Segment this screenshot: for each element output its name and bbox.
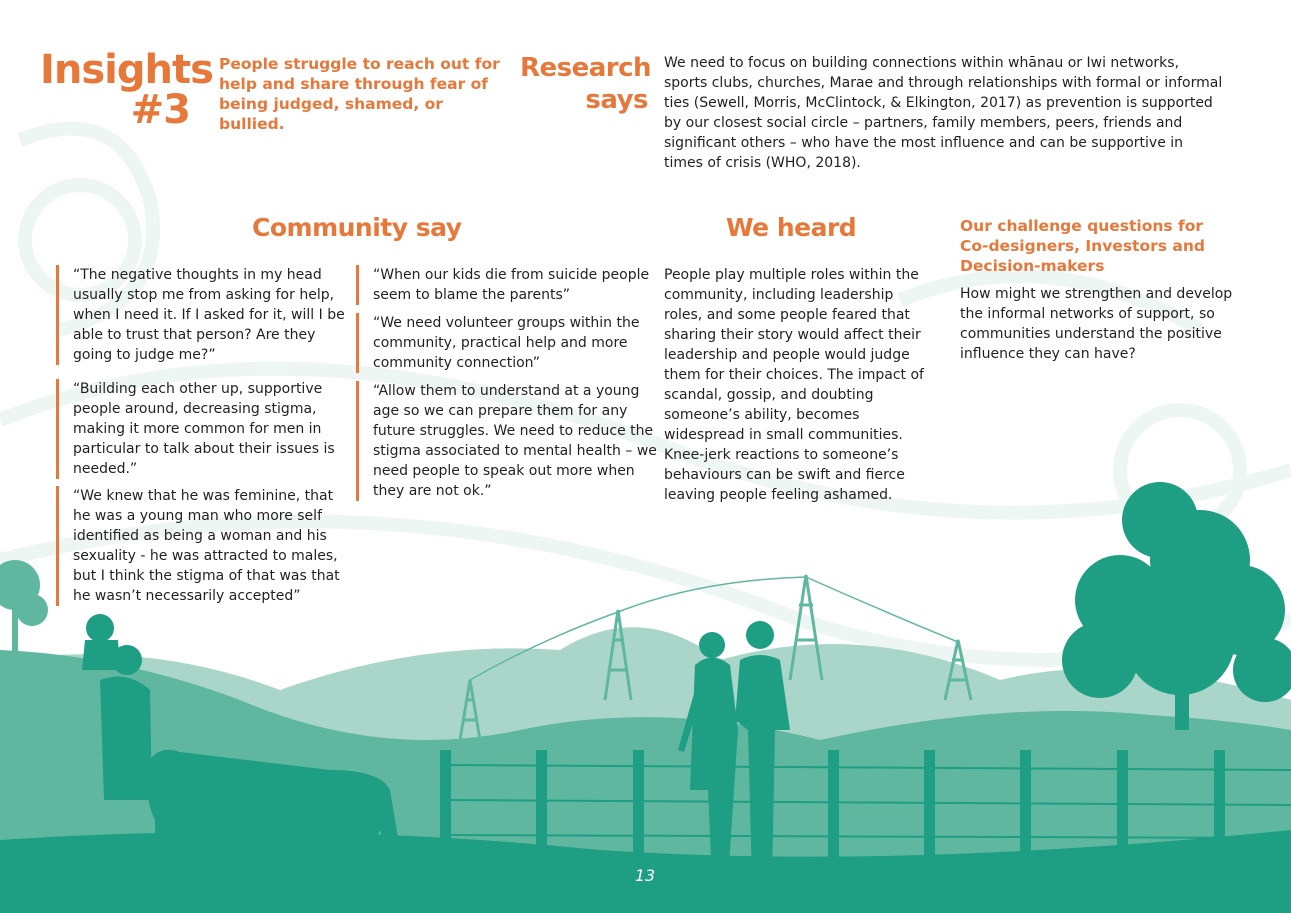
insight-subtitle: People struggle to reach out for help and share through fear of being judged, shamed, or bullied. [219, 55, 500, 133]
community-quote: “Allow them to understand at a young age so we can prepare them for any future struggles. We need to reduce the stigma associated to mental health – we need people to speak out more when they are not ok.” [356, 381, 659, 501]
community-quote: “Building each other up, supportive people around, decreasing stigma, making it more common for men in particular to talk about their issues is needed.” [56, 379, 348, 479]
community-quote: “We need volunteer groups within the community, practical help and more community connection” [356, 313, 659, 373]
tree-silhouettes [1062, 482, 1291, 730]
heard-body: People play multiple roles within the community, including leadership roles, and some people feared that sharing their story would affect their leadership and people would judge them for their choices. The impact of scandal, gossip, and doubting someone’s ability, becomes widespread in small communities. Knee-jerk reactions to someone’s behaviours can be swift and fierce leaving people feeling ashamed. [664, 267, 924, 503]
community-quote: “When our kids die from suicide people seem to blame the parents” [356, 265, 659, 305]
insight-title-line2: #3 [130, 87, 190, 133]
challenge-body: How might we strengthen and develop the informal networks of support, so communities understand the positive influence they can have? [960, 286, 1233, 362]
research-body: We need to focus on building connections within whānau or Iwi networks, sports clubs, churches, Marae and through relationships with formal or informal ties (Sewell, Morris, McClintock, & Elkington, 2017) as prevention is supported by our closest social circle – partners, family members, peers, friends and significant others – who have the most influence and can be supportive in times of crisis (WHO, 2018). [664, 55, 1223, 171]
left-tree [0, 560, 48, 660]
research-title-line1: Research [520, 53, 652, 83]
insight-title-line1: Insights [40, 47, 213, 93]
heard-heading: We heard [726, 213, 857, 242]
research-title-line2: says [585, 85, 648, 115]
page-number: 13 [634, 866, 656, 885]
challenge-title: Our challenge questions for Co-designers, Investors and Decision-makers [960, 217, 1205, 275]
insight-title [40, 47, 213, 133]
community-quote: “We knew that he was feminine, that he was a young man who more self identified as being a woman and his sexuality - he was attracted to males, but I think the stigma of that was that he wasn’t necessarily accepted” [56, 486, 348, 606]
community-heading: Community say [252, 213, 462, 242]
community-quote: “The negative thoughts in my head usually stop me from asking for help, when I need it. If I asked for it, will I be able to trust that person? Are they going to judge me?” [56, 265, 348, 365]
research-title [520, 52, 652, 116]
